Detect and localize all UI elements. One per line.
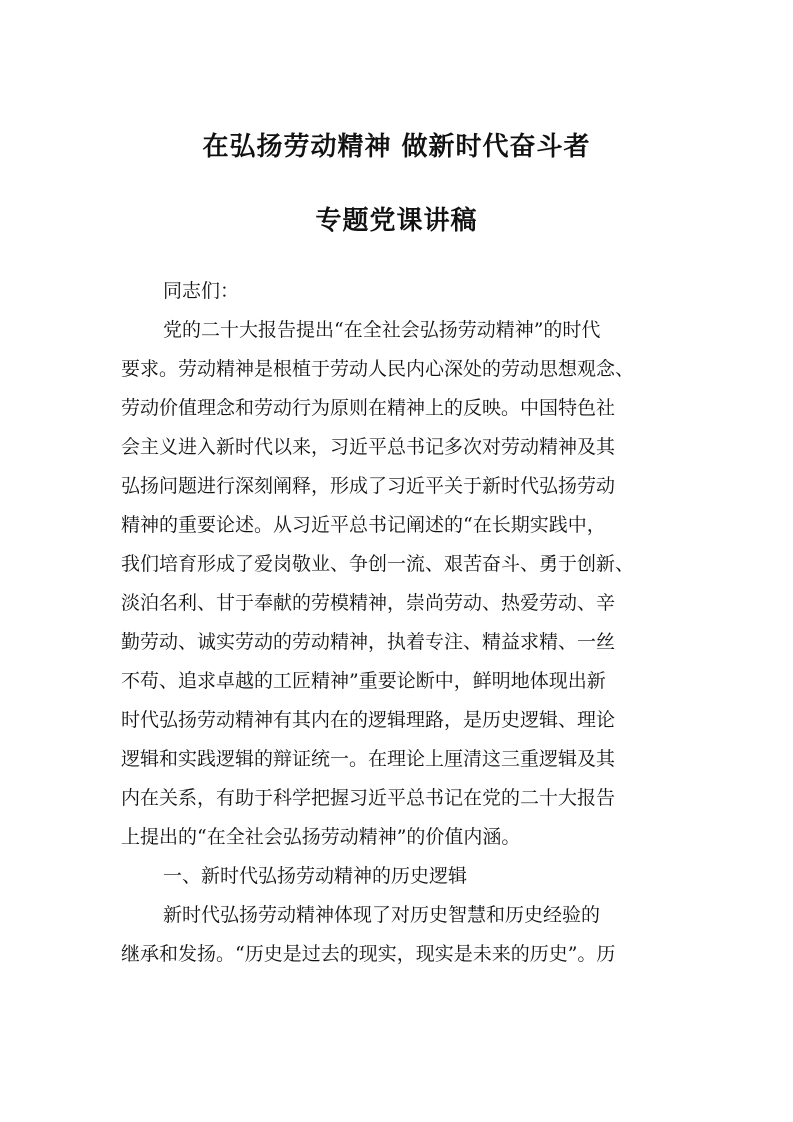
document-subtitle: 专题党课讲稿 [315, 206, 478, 236]
salutation: 同志们： [163, 280, 240, 302]
document-body [121, 272, 681, 974]
paragraph-line: 党的二十大报告提出“在全社会弘扬劳动精神”的时代 [163, 319, 601, 341]
paragraph-line: 要求。劳动精神是根植于劳动人民内心深处的劳动思想观念、 [121, 358, 635, 380]
paragraph-line: 继承和发扬。“历史是过去的现实，现实是未来的历史”。历 [121, 943, 616, 965]
paragraph-line: 新时代弘扬劳动精神体现了对历史智慧和历史经验的 [163, 904, 601, 926]
paragraph-line: 劳动价值理念和劳动行为原则在精神上的反映。中国特色社 [121, 397, 616, 419]
paragraph-2 [121, 896, 681, 974]
document-title: 在弘扬劳动精神 做新时代奋斗者 [202, 132, 591, 162]
paragraph-line: 上提出的“在全社会弘扬劳动精神”的价值内涵。 [121, 826, 521, 848]
paragraph-line: 内在关系，有助于科学把握习近平总书记在党的二十大报告 [121, 787, 616, 809]
paragraph-line: 弘扬问题进行深刻阐释，形成了习近平关于新时代弘扬劳动 [121, 475, 616, 497]
paragraph-line: 勤劳动、诚实劳动的劳动精神，执着专注、精益求精、一丝 [121, 631, 616, 653]
paragraph-1 [121, 311, 681, 857]
paragraph-line: 逻辑和实践逻辑的辩证统一。在理论上厘清这三重逻辑及其 [121, 748, 616, 770]
paragraph-line: 时代弘扬劳动精神有其内在的逻辑理路，是历史逻辑、理论 [121, 709, 616, 731]
paragraph-line: 淡泊名利、甘于奉献的劳模精神，崇尚劳动、热爱劳动、辛 [121, 592, 616, 614]
paragraph-line: 不苟、追求卓越的工匠精神”重要论断中，鲜明地体现出新 [121, 670, 606, 692]
section-heading: 一、新时代弘扬劳动精神的历史逻辑 [163, 865, 468, 887]
paragraph-line: 我们培育形成了爱岗敬业、争创一流、艰苦奋斗、勇于创新、 [121, 553, 635, 575]
paragraph-line: 精神的重要论述。从习近平总书记阐述的“在长期实践中， [121, 514, 606, 536]
paragraph-line: 会主义进入新时代以来，习近平总书记多次对劳动精神及其 [121, 436, 616, 458]
